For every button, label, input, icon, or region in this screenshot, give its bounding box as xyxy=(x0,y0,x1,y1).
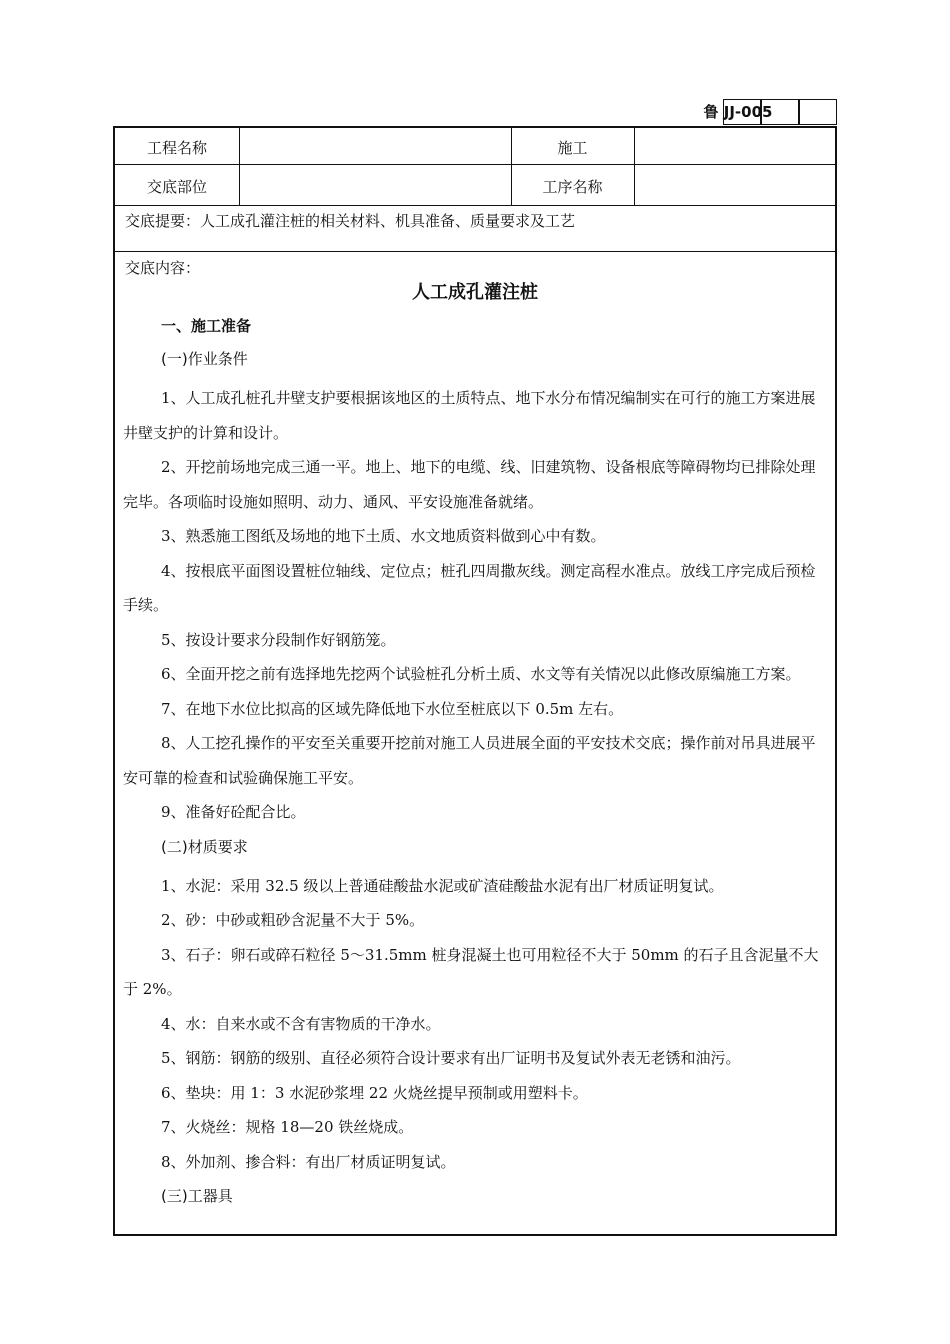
paragraph: 2、砂：中砂或粗砂含泥量不大于 5%。 xyxy=(161,911,425,929)
paragraph: 6、垫块：用 1：3 水泥砂浆埋 22 火烧丝提早预制或用塑料卡。 xyxy=(161,1083,588,1102)
paragraph: 4、水：自来水或不含有害物质的干净水。 xyxy=(161,1014,441,1033)
construction-label: 施工 xyxy=(557,139,588,157)
form-code-row xyxy=(113,99,837,126)
subsection-heading: (一)作业条件 xyxy=(161,350,248,368)
paragraph: 2、开挖前场地完成三通一平。地上、地下的电缆、线、旧建筑物、设备根底等障碍物均已排除处理完毕。各项临时设施如照明、动力、通风、平安设施准备就绪。 xyxy=(123,458,816,511)
project-name-label: 工程名称 xyxy=(146,139,207,157)
content-label: 交底内容： xyxy=(125,259,201,277)
paragraph: 3、熟悉施工图纸及场地的地下土质、水文地质资料做到心中有数。 xyxy=(161,527,606,545)
paragraph: 7、在地下水位比拟高的区域先降低地下水位至桩底以下 0.5m 左右。 xyxy=(161,699,624,718)
subsection-heading: (三)工器具 xyxy=(161,1187,233,1205)
document-body xyxy=(123,314,827,1218)
location-field[interactable] xyxy=(240,165,510,205)
subsection-heading: (二)材质要求 xyxy=(161,837,248,856)
paragraph: 1、人工成孔桩孔井壁支护要根据该地区的土质特点、地下水分布情况编制实在可行的施工方案进展井壁支护的计算和设计。 xyxy=(123,389,816,442)
paragraph: 8、外加剂、掺合料：有出厂材质证明复试。 xyxy=(161,1152,456,1171)
summary-text: 交底提要：人工成孔灌注桩的相关材料、机具准备、质量要求及工艺 xyxy=(125,212,576,230)
paragraph: 1、水泥：采用 32.5 级以上普通硅酸盐水泥或矿渣硅酸盐水泥有出厂材质证明复试。 xyxy=(161,876,724,895)
form-code: 鲁 JJ-005 xyxy=(703,103,773,121)
paragraph: 3、石子：卵石或碎石粒径 5～31.5mm 桩身混凝土也可用粒径不大于 50mm 的石子且含泥量不大于 2%。 xyxy=(123,945,819,998)
paragraph: 5、钢筋：钢筋的级别、直径必须符合设计要求有出厂证明书及复试外表无老锈和油污。 xyxy=(161,1049,741,1067)
row-divider xyxy=(115,205,835,206)
paragraph: 9、准备好砼配合比。 xyxy=(161,803,306,821)
paragraph: 6、全面开挖之前有选择地先挖两个试验桩孔分析土质、水文等有关情况以此修改原编施工方案。 xyxy=(161,665,801,683)
paragraph: 4、按根底平面图设置桩位轴线、定位点；桩孔四周撒灰线。测定高程水准点。放线工序完成后预检手续。 xyxy=(123,561,816,614)
process-label: 工序名称 xyxy=(542,178,603,196)
code-box-1[interactable] xyxy=(723,99,761,125)
row-divider xyxy=(115,251,835,252)
section-heading: 一、施工准备 xyxy=(161,317,252,335)
paragraph: 5、按设计要求分段制作好钢筋笼。 xyxy=(161,630,396,649)
code-box-3[interactable] xyxy=(799,99,837,125)
location-label: 交底部位 xyxy=(146,178,207,196)
construction-field[interactable] xyxy=(635,128,835,164)
process-field[interactable] xyxy=(635,165,835,205)
project-name-field[interactable] xyxy=(240,128,510,164)
paragraph: 7、火烧丝：规格 18—20 铁丝烧成。 xyxy=(161,1118,414,1136)
disclosure-sheet xyxy=(113,126,837,1236)
code-box-2[interactable] xyxy=(761,99,799,125)
document-title: 人工成孔灌注桩 xyxy=(412,282,538,303)
paragraph: 8、人工挖孔操作的平安至关重要开挖前对施工人员进展全面的平安技术交底；操作前对吊具进展平安可靠的检查和试验确保施工平安。 xyxy=(123,734,816,787)
